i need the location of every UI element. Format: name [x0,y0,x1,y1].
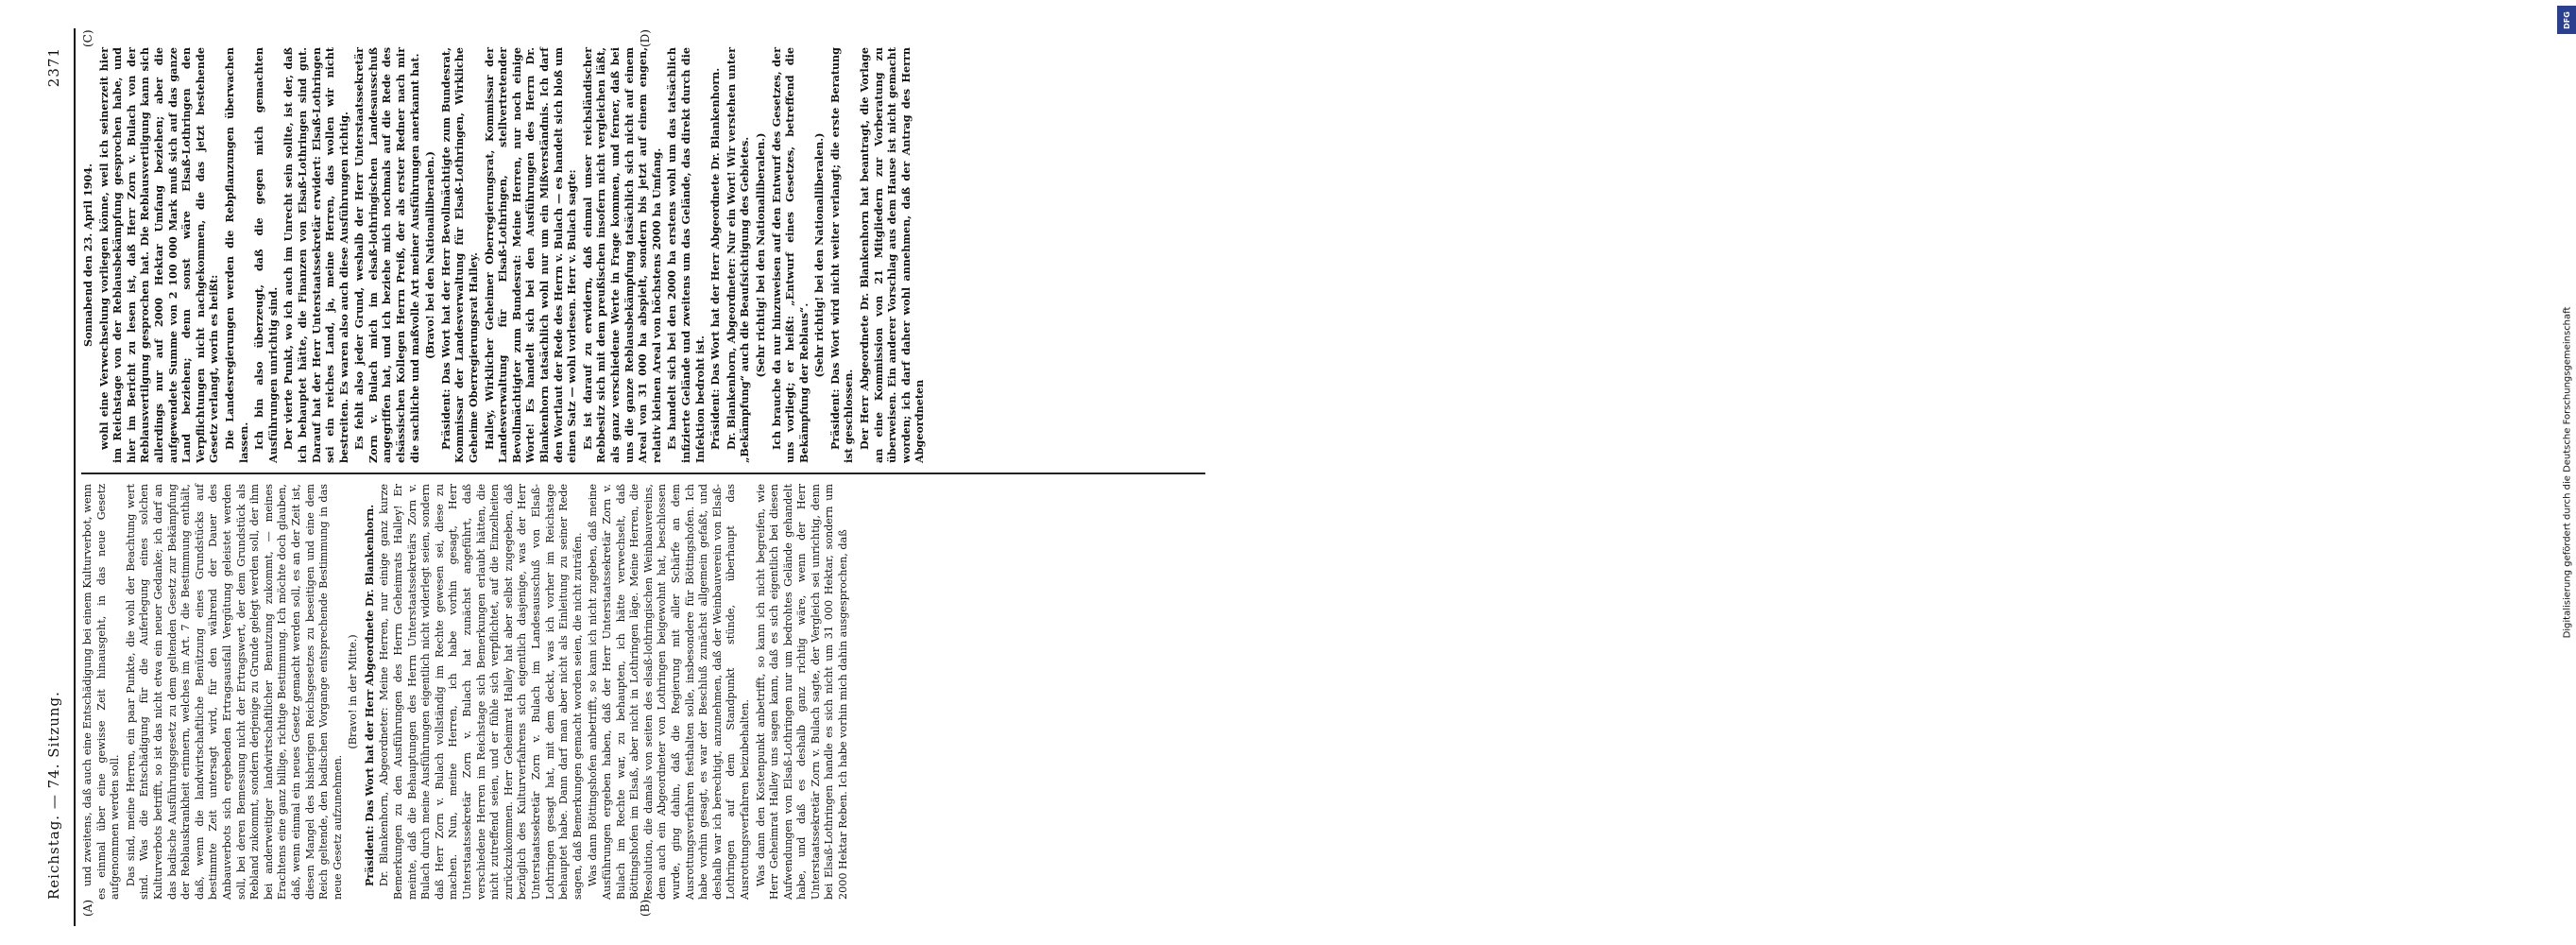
speaker-paragraph: Präsident: Das Wort hat der Herr Abgeordnete Dr. Blankenhorn. [362,504,376,886]
column-right [81,47,1205,463]
column-left [81,484,1205,917]
paragraph: Ich bin also überzeugt, daß die gegen mich gemachten Ausführungen unrichtig sind. [252,47,280,463]
margin-marker-b: (B) [639,899,652,917]
applause-note: (Bravo! bei den Nationalliberalen.) [423,151,437,359]
paragraph: Halley, Wirklicher Geheimer Oberregierungsrat, Kommissar der Landesverwaltung für Elsaß-Lothringen, stellvertretender Bevollmächtigter zum Bundesrat: Meine Herren, nur noch einige Worte! Es handelt sich bei den Ausführungen des Herrn Dr. Blankenhorn tatsächlich wohl nur um ein Mißverständnis. Ich darf den Wortlaut der Rede des Herrn v. Bulach — es handelt sich bloß um einen Satz — wohl vorlesen. Herr v. Bulach sagte: [482,47,579,463]
speaker-paragraph: Präsident: Das Wort wird nicht weiter verlangt; die erste Beratung ist geschlossen. [827,47,856,463]
applause-note: (Sehr richtig! bei den Nationalliberalen.) [812,132,827,378]
header-center-date: Sonnabend den 23. April 1904. [81,163,94,348]
margin-marker-c: (C) [81,29,94,47]
column-divider [81,472,1205,474]
paragraph: Was dann Böttingshofen anbetrifft, so kann ich nicht zugeben, daß meine Ausführungen ergeben haben, daß der Herr Unterstaatssekretär Zorn v. Bulach im Rechte war, zu behaupten, ich hätte verwechselt, daß Böttingshofen im Elsaß, aber nicht in Lothringen läge. Meine Herren, die Resolution, die damals von seiten des elsaß-lothringischen Weinbauvereins, dem auch ein Abgeordneter von Lothringen beigewohnt hat, beschlossen wurde, ging dahin, daß die Regierung mit aller Schärfe an dem Ausrottungsverfahren festhalten solle, insbesondere für Böttingshofen. Ich habe vorhin gesagt, es war der Beschluß zunächst allgemein gefaßt, und deshalb war ich berechtigt, anzunehmen, daß der Weinbauverein von Elsaß-Lothringen auf dem Standpunkt stünde, überhaupt das Ausrottungsverfahren beizubehalten. [587,484,751,900]
header-rule [74,28,76,926]
header-page-number: 2371 [45,47,62,88]
digitization-sidebar [1275,0,2573,945]
paragraph: Der Herr Abgeordnete Dr. Blankenhorn hat beantragt, die Vorlage an eine Kommission von 21 Mitgliedern zur Vorberatung zu überweisen. Ein anderer Vorschlag aus dem Hause ist nicht gemacht worden; ich darf daher wohl annehmen, daß der Antrag des Herrn Abgeordneten [858,47,927,463]
quote-paragraph: Es ist darauf zu erwidern, daß einmal unser reichsländischer Rebbesitz sich mit dem preußischen insofern nicht vergleichen läßt, als ganz verschiedene Werte in Frage kommen, und ferner, daß bei uns die ganze Reblausbekämpfung tatsächlich sich nicht auf einem Areal von 31 000 ha abspielt, sondern bis jetzt auf einem engen, relativ kleinen Areal von höchstens 2000 ha Umfang. [580,47,663,463]
paragraph: und zweitens, daß auch eine Entschädigung bei einem Kulturverbot, wenn es einmal über eine gewisse Zeit hinausgeht, in das neue Gesetz aufgenommen werden soll. [81,484,122,900]
running-header [38,28,76,926]
paragraph: Ich brauche da nur hinzuweisen auf den Entwurf des Gesetzes, der uns vorliegt; er heißt: „Entwurf eines Gesetzes, betreffend die Bekämpfung der Reblaus“. [769,47,810,463]
paragraph: Dr. Blankenhorn, Abgeordneter: Meine Herren, nur einige ganz kurze Bemerkungen zu den Ausführungen des Herrn Geheimrats Halley! Er meinte, daß die Behauptungen des Herrn Unterstaatssekretärs Zorn v. Bulach durch meine Ausführungen eigentlich nicht widerlegt seien, sondern daß Herr Zorn v. Bulach vollständig im Rechte gewesen sei, diese zu machen. Nun, meine Herren, ich habe vorhin gesagt, Herr Unterstaatssekretär Zorn v. Bulach hat zunächst angeführt, daß verschiedene Herren im Reichstage sich Bemerkungen erlaubt hätten, die nicht zutreffend seien, und er fühle sich verpflichtet, auf die Einzelheiten zurückzukommen. Herr Geheimrat Halley hat aber selbst zugegeben, daß bezüglich des Kulturverfahrens sich eigentlich dasjenige, was der Herr Unterstaatssekretär Zorn v. Bulach im Landesausschuß von Elsaß-Lothringen gesagt hat, mit dem deckt, was ich vorher im Reichstage behauptet habe. Dann darf man aber nicht als Einleitung zu seiner Rede sagen, daß Bemerkungen gemacht worden seien, die nicht zuträfen. [378,484,584,900]
dfg-logo: DFG [2557,6,2576,34]
funding-credit: Digitalisierung gefördert durch die Deutsche Forschungsgemeinschaft [2562,306,2573,639]
paragraph: Es fehlt also jeder Grund, weshalb der Herr Unterstaatssekretär Zorn v. Bulach mich im elsaß-lothringischen Landesausschuß angegriffen hat, und ich beziehe mich nochmals auf die Rede des elsässischen Kollegen Herrn Preiß, der als erster Redner nach mir die sachliche und maßvolle Art meiner Ausführungen anerkannt hat. [352,47,421,463]
paragraph: Was dann den Kostenpunkt anbetrifft, so kann ich nicht begreifen, wie Herr Geheimrat Halley uns sagen kann, daß es sich eigentlich bei diesen Aufwendungen von Elsaß-Lothringen nur um bedrohtes Gelände gehandelt habe, und daß es deshalb ganz richtig wäre, wenn der Herr Unterstaatssekretär Zorn v. Bulach sagte, der Vergleich sei unrichtig, denn bei Elsaß-Lothringen handle es sich nicht um 31 000 Hektar, sondern um 2000 Hektar Reben. Ich habe vorhin mich dahin ausgesprochen, daß [754,484,850,900]
speaker-paragraph: Präsident: Das Wort hat der Herr Abgeordnete Dr. Blankenhorn. [708,67,723,450]
applause-note: (Bravo! in der Mitte.) [347,634,360,749]
margin-marker-d: (D) [639,29,652,47]
paragraph: Es handelt sich bei den 2000 ha erstens wohl um das tatsächlich infizierte Gelände und zweitens um das Gelände, das direkt durch die Infektion bedroht ist. [665,47,707,463]
header-left-title: Reichstag. — 74. Sitzung. [45,691,62,900]
quote-paragraph: Die Landesregierungen werden die Rebpflanzungen überwachen lassen. [222,47,250,463]
paragraph: Dr. Blankenhorn, Abgeordneter: Nur ein Wort! Wir verstehen unter „Bekämpfung“ auch die Beaufsichtigung des Gebietes. [724,47,752,463]
speaker-paragraph: Präsident: Das Wort hat der Herr Bevollmächtigte zum Bundesrat, Kommissar der Landesverwaltung für Elsaß-Lothringen, Wirkliche Geheime Oberregierungsrat Halley. [438,47,481,463]
paragraph: wohl eine Verwechselung vorliegen könne, weil ich seinerzeit hier im Reichstage von der Reblausbekämpfung gesprochen habe, und hier im Bericht zu lesen ist, daß Herr Zorn v. Bulach von der Reblausvertilgung gesprochen hat. Die Reblausvertilgung kann sich allerdings nur auf 2000 Hektar Umfang beziehen; aber die aufgewendete Summe von 2 100 000 Mark muß sich auf das ganze Land beziehen; denn sonst wäre Elsaß-Lothringen den Verpflichtungen nicht nachgekommen, die das jetzt bestehende Gesetz verlangt, worin es heißt: [96,47,221,463]
rotated-document-page [38,28,1266,926]
paragraph: Das sind, meine Herren, ein paar Punkte, die wohl der Beachtung wert sind. Was die Entschädigung für die Auferlegung eines solchen Kulturverbots betrifft, so ist das nicht etwa ein neuer Gedanke; ich darf an das badische Ausführungsgesetz zu dem geltenden Gesetz zur Bekämpfung der Reblauskrankheit erinnern, welches im Art. 7 die Bestimmung enthält, daß, wenn die landwirtschaftliche Benützung eines Grundstücks auf bestimmte Zeit untersagt wird, für den während der Dauer des Anbauverbots sich ergebenden Ertragsausfall Vergütung geleistet werden soll, bei deren Bemessung nicht der Ertragswert, der dem Grundstück als Rebland zukommt, sondern derjenige zu Grunde gelegt werden soll, der ihm bei anderweitiger landwirtschaftlicher Benutzung zukommt, — meines Erachtens eine ganz billige, richtige Bestimmung. Ich möchte doch glauben, daß, wenn einmal ein neues Gesetz gemacht werden soll, es an der Zeit ist, diesen Mangel des bisherigen Reichsgesetzes zu beseitigen und eine dem Reich geltende, den badischen Vorgange entsprechende Bestimmung in das neue Gesetz aufzunehmen. [124,484,344,900]
paragraph: Der vierte Punkt, wo ich auch im Unrecht sein sollte, ist der, daß ich behauptet hätte, die Finanzen von Elsaß-Lothringen sind gut. Darauf hat der Herr Unterstaatssekretär erwidert: Elsaß-Lothringen sei ein reiches Land, ja, meine Herren, das wollen wir nicht bestreiten. Es waren also auch diese Ausführungen richtig. [281,47,350,463]
applause-note: (Sehr richtig! bei den Nationalliberalen.) [753,132,767,378]
margin-marker-a: (A) [81,899,94,917]
